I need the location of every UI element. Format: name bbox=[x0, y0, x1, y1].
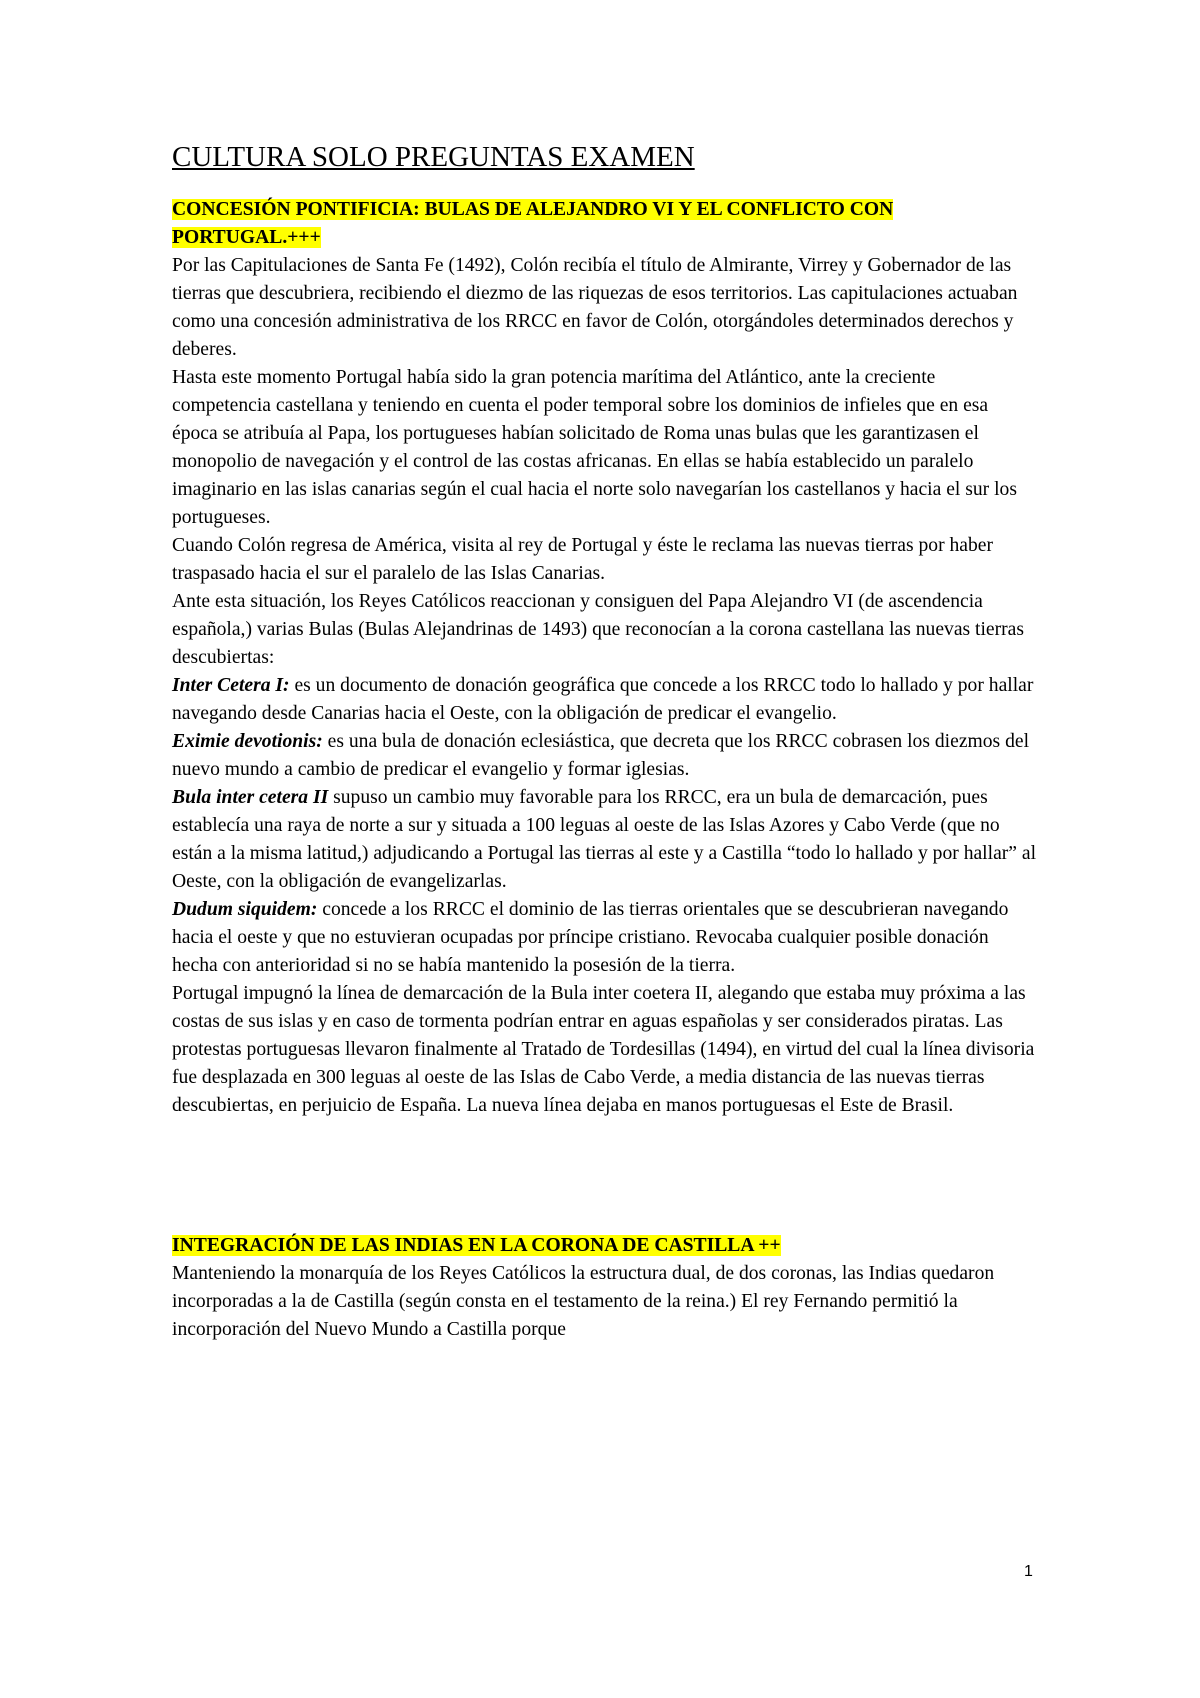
section-heading-integracion bbox=[172, 1232, 1038, 1260]
highlighted-heading-text: INTEGRACIÓN DE LAS INDIAS EN LA CORONA DE CASTILLA ++ bbox=[172, 1235, 781, 1256]
paragraph-integracion: Manteniendo la monarquía de los Reyes Católicos la estructura dual, de dos coronas, las Indias quedaron incorporadas a la de Castilla (según consta en el testamento de la reina.) El rey Fernando permitió la incorporación del Nuevo Mundo a Castilla porque bbox=[172, 1263, 995, 1340]
bull-term: Eximie devotionis: bbox=[172, 731, 323, 752]
paragraph-portugal-potencia: Hasta este momento Portugal había sido la gran potencia marítima del Atlántico, ante la creciente competencia castellana y teniendo en cuenta el poder temporal sobre los dominios de infieles que en esa época se atribuía al Papa, los portugueses habían solicitado de Roma unas bulas que les garantizasen el monopolio de navegación y el control de las costas africanas. En ellas se había establecido un paralelo imaginario en las islas canarias según el cual hacia el norte solo navegarían los castellanos y hacia el sur los portugueses. bbox=[172, 367, 1017, 528]
bull-description: concede a los RRCC el dominio de las tierras orientales que se descubrieran navegando hacia el oeste y que no estuvieran ocupadas por príncipe cristiano. Revocaba cualquier posible donación hecha con anterioridad si no se había mantenido la posesión de la tierra. bbox=[172, 899, 1009, 976]
highlighted-heading-text: CONCESIÓN PONTIFICIA: BULAS DE ALEJANDRO VI Y EL CONFLICTO CON PORTUGAL.+++ bbox=[172, 199, 894, 248]
bull-description: es una bula de donación eclesiástica, que decreta que los RRCC cobrasen los diezmos del nuevo mundo a cambio de predicar el evangelio y formar iglesias. bbox=[172, 731, 1030, 780]
bull-term: Bula inter cetera II bbox=[172, 787, 329, 808]
section-heading-bulas bbox=[172, 196, 1038, 252]
bull-description: supuso un cambio muy favorable para los RRCC, era un bula de demarcación, pues establecía una raya de norte a sur y situada a 100 leguas al oeste de las Islas Azores y Cabo Verde (que no están a la misma latitud,) adjudicando a Portugal las tierras al este y a Castilla “todo lo hallado y por hallar” al Oeste, con la obligación de evangelizarlas. bbox=[172, 787, 1037, 892]
paragraph-reyes-catolicos: Ante esta situación, los Reyes Católicos reaccionan y consiguen del Papa Alejandro VI (de ascendencia española,) varias Bulas (Bulas Alejandrinas de 1493) que reconocían a la corona castellana las nuevas tierras descubiertas: bbox=[172, 591, 1025, 668]
bull-term: Dudum siquidem: bbox=[172, 899, 318, 920]
paragraph-colon-regresa: Cuando Colón regresa de América, visita al rey de Portugal y éste le reclama las nuevas tierras por haber traspasado hacia el sur el paralelo de las Islas Canarias. bbox=[172, 535, 994, 584]
bull-eximie-devotionis bbox=[172, 728, 1038, 784]
bull-dudum-siquidem bbox=[172, 896, 1038, 980]
bull-inter-cetera-i bbox=[172, 672, 1038, 728]
section-spacer bbox=[172, 1120, 1038, 1232]
document-title: CULTURA SOLO PREGUNTAS EXAMEN bbox=[172, 141, 695, 173]
paragraph-capitulaciones: Por las Capitulaciones de Santa Fe (1492), Colón recibía el título de Almirante, Virrey y Gobernador de las tierras que descubriera, recibiendo el diezmo de las riquezas de esos territorios. Las capitulaciones actuaban como una concesión administrativa de los RRCC en favor de Colón, otorgándoles determinados derechos y deberes. bbox=[172, 255, 1018, 360]
bull-term: Inter Cetera I: bbox=[172, 675, 290, 696]
bull-inter-cetera-ii bbox=[172, 784, 1038, 896]
page-number: 1 bbox=[1024, 1563, 1033, 1580]
document-body bbox=[172, 140, 1038, 1344]
bull-description: es un documento de donación geográfica que concede a los RRCC todo lo hallado y por hallar navegando desde Canarias hacia el Oeste, con la obligación de predicar el evangelio. bbox=[172, 675, 1034, 724]
paragraph-tordesillas: Portugal impugnó la línea de demarcación de la Bula inter coetera II, alegando que estaba muy próxima a las costas de sus islas y en caso de tormenta podrían entrar en aguas españolas y ser considerados piratas. Las protestas portuguesas llevaron finalmente al Tratado de Tordesillas (1494), en virtud del cual la línea divisoria fue desplazada en 300 leguas al oeste de las Islas de Cabo Verde, a media distancia de las nuevas tierras descubiertas, en perjuicio de España. La nueva línea dejaba en manos portuguesas el Este de Brasil. bbox=[172, 983, 1035, 1116]
